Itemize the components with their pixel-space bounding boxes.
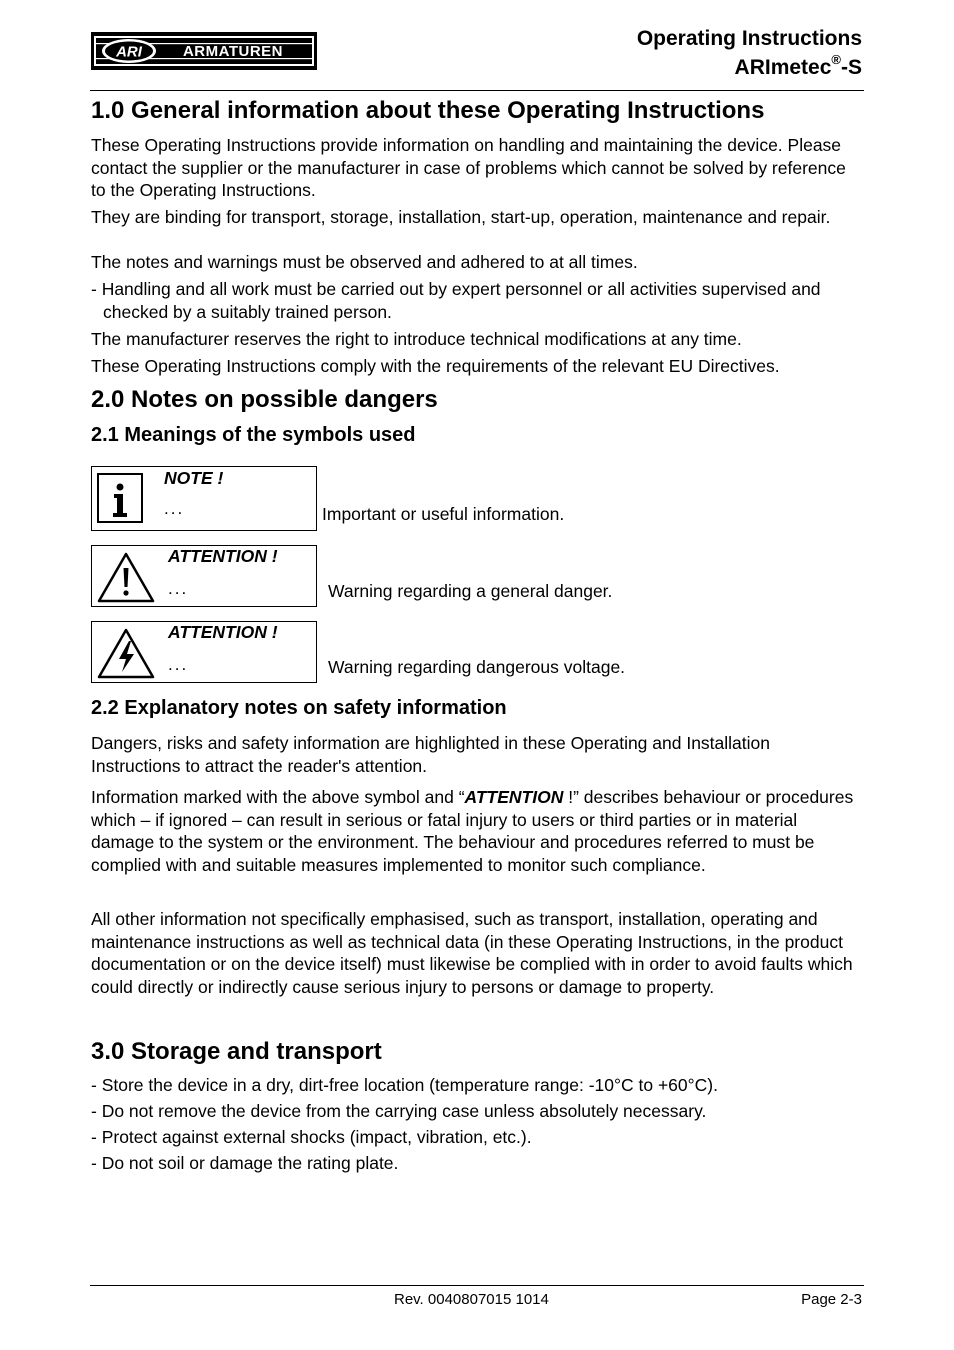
section-2-1-heading: 2.1 Meanings of the symbols used [91, 424, 416, 446]
section-1-paragraph-3: The notes and warnings must be observed and adhered to at all times. [91, 252, 638, 272]
note-label: NOTE ! [164, 468, 224, 488]
attention-voltage-label: ATTENTION ! [168, 622, 278, 642]
product-suffix: -S [841, 56, 862, 79]
ari-armaturen-logo [91, 32, 317, 70]
footer-page-number: Page 2-3 [801, 1291, 862, 1308]
warning-triangle-icon [96, 551, 156, 603]
logo-armaturen-text: ARMATUREN [182, 43, 284, 60]
p2-after: !” describes behaviour or procedures which – if ignored – can result in serious or fatal injury to users or third parties or in material damage to the system or the environment. The behaviour and procedures referred to must be complied with and suitable measures implemented to monitor such compliance. [91, 787, 854, 875]
section-2-2-paragraph-2 [91, 786, 861, 876]
note-symbol-box [91, 466, 317, 531]
section-1-paragraph-2: They are binding for transport, storage, installation, start-up, operation, maintenance and repair. [91, 207, 831, 227]
header-title-line1: Operating Instructions [636, 27, 862, 50]
section-1-paragraph-4: The manufacturer reserves the right to introduce technical modifications at any time. [91, 329, 742, 349]
section-1-paragraph-5: These Operating Instructions comply with the requirements of the relevant EU Directives. [91, 356, 780, 376]
section-1-bullet: - Handling and all work must be carried out by expert personnel or all activities supervised and checked by a suitably trained person. [91, 279, 821, 322]
product-name: ARImetec [734, 56, 832, 79]
registered-mark: ® [831, 52, 841, 67]
storage-item: - Protect against external shocks (impact, vibration, etc.). [91, 1127, 532, 1147]
attention-voltage-dots: ... [168, 655, 189, 674]
attention-general-symbol-box [91, 545, 317, 607]
attention-general-dots: ... [168, 579, 189, 598]
logo-ari-text: ARI [116, 43, 142, 61]
note-description: Important or useful information. [322, 504, 565, 524]
storage-item: - Do not soil or damage the rating plate. [91, 1153, 399, 1173]
storage-item: - Store the device in a dry, dirt-free location (temperature range: -10°C to +60°C). [91, 1075, 718, 1095]
header-rule [90, 90, 864, 91]
note-dots: ... [164, 499, 185, 518]
footer-rule [90, 1285, 864, 1286]
p2-before: Information marked with the above symbol and “ [91, 787, 465, 807]
storage-item: - Do not remove the device from the carrying case unless absolutely necessary. [91, 1101, 707, 1121]
attention-general-description: Warning regarding a general danger. [328, 581, 613, 601]
section-2-heading: 2.0 Notes on possible dangers [91, 386, 438, 413]
attention-general-label: ATTENTION ! [168, 546, 278, 566]
section-2-2-heading: 2.2 Explanatory notes on safety information [91, 697, 507, 719]
attention-voltage-symbol-box [91, 621, 317, 683]
footer-revision: Rev. 0040807015 1014 [394, 1291, 549, 1308]
header-title-line2 [735, 54, 862, 80]
section-2-2-paragraph-3: All other information not specifically emphasised, such as transport, installation, operating and maintenance instructions as well as technical data (in these Operating Instructions, in the product documentation or on the device itself) must likewise be complied with in order to avoid faults which could directly or indirectly cause serious injury to persons or damage to property. [91, 909, 853, 997]
info-icon [97, 473, 143, 523]
attention-emphasis: ATTENTION [464, 787, 564, 807]
section-1-heading: 1.0 General information about these Operating Instructions [91, 97, 765, 124]
attention-voltage-description: Warning regarding dangerous voltage. [328, 657, 626, 677]
section-3-heading: 3.0 Storage and transport [91, 1038, 382, 1065]
section-1-paragraph-1: These Operating Instructions provide information on handling and maintaining the device. Please contact the supplier or the manufacturer in case of problems which cannot be solved by reference to the Operating Instructions. [91, 135, 846, 200]
section-2-2-paragraph-1: Dangers, risks and safety information are highlighted in these Operating and Installation Instructions to attract the reader's attention. [91, 733, 771, 776]
high-voltage-icon [96, 627, 156, 679]
